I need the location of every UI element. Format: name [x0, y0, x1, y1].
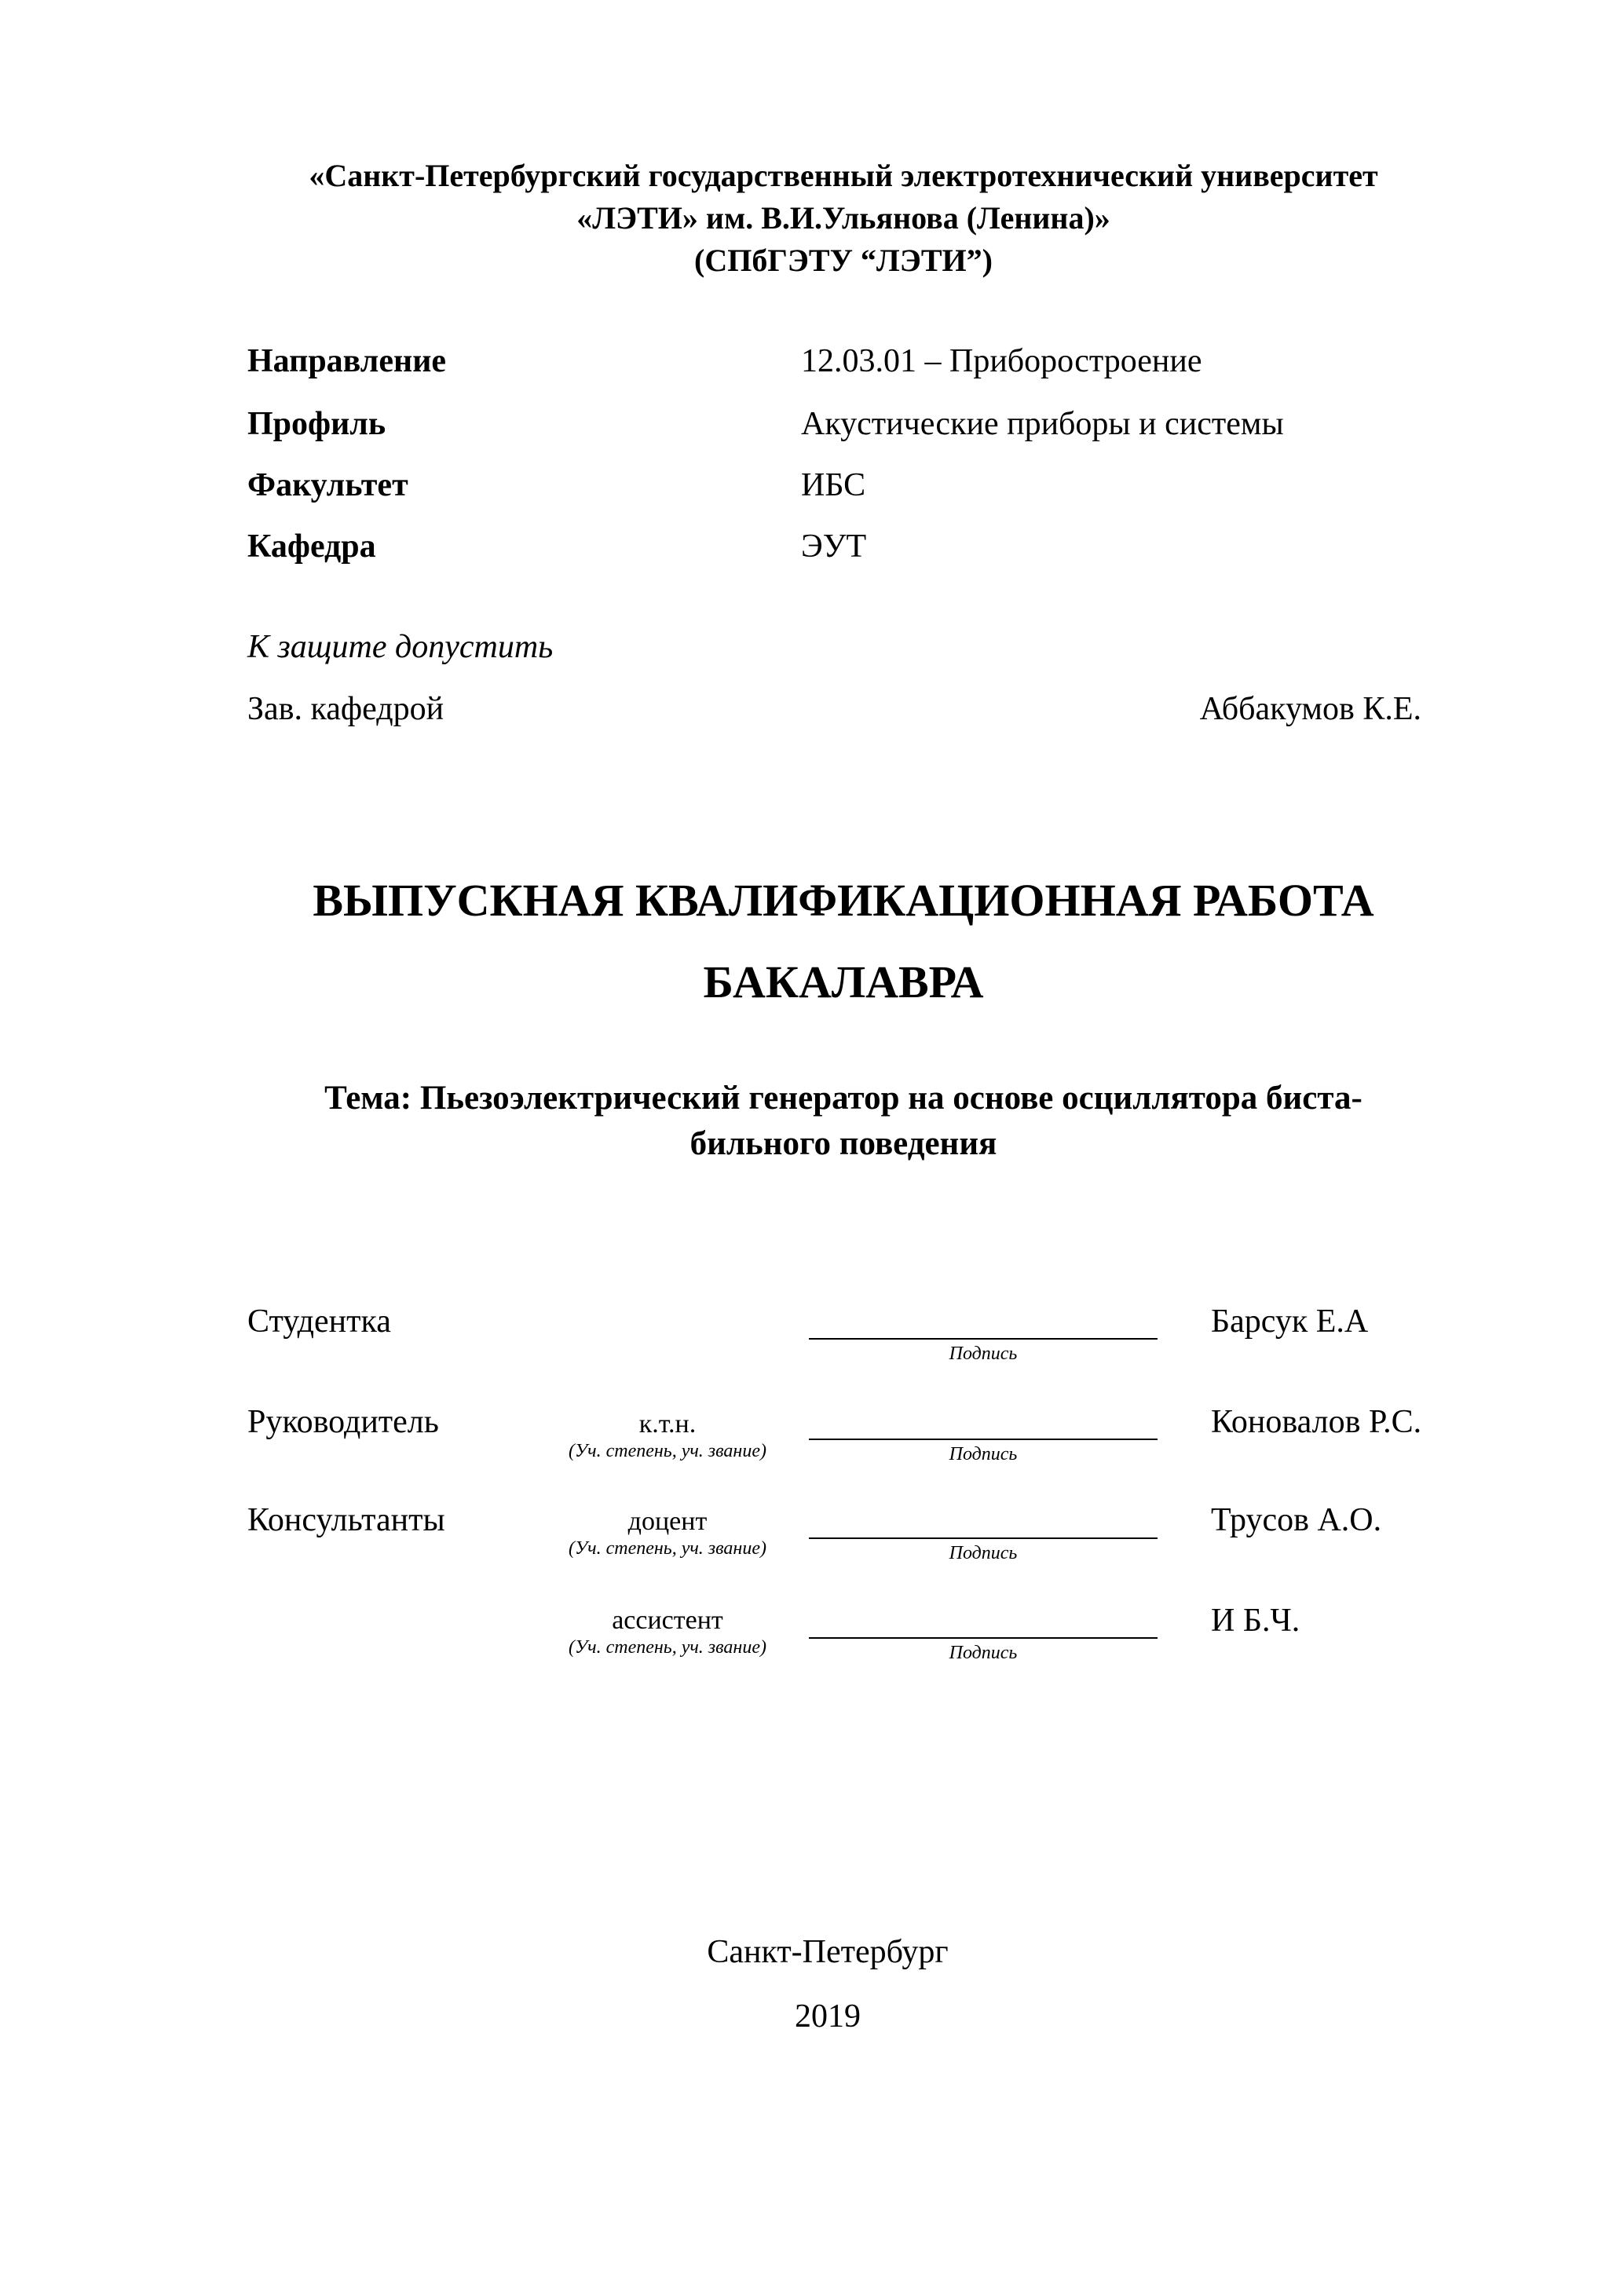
- supervisor-signature-line: [809, 1439, 1158, 1440]
- supervisor-degree: к.т.н.: [638, 1409, 697, 1439]
- direction-label: Направление: [247, 343, 447, 379]
- university-abbreviation: (СПбГЭТУ “ЛЭТИ”): [694, 243, 993, 278]
- consultant-1-signature-line: [809, 1537, 1158, 1539]
- consultant-1-degree: доцент: [627, 1507, 708, 1536]
- consultant-2-name: И Б.Ч.: [1211, 1603, 1300, 1639]
- faculty-label: Факультет: [247, 467, 408, 503]
- student-role: Студентка: [247, 1303, 391, 1340]
- supervisor-degree-caption: (Уч. степень, уч. звание): [569, 1441, 766, 1461]
- consultant-2-signature-line: [809, 1637, 1158, 1639]
- consultant-1-name: Трусов А.О.: [1211, 1502, 1382, 1538]
- consultant-2-degree: ассистент: [612, 1606, 723, 1635]
- student-name: Барсук Е.А: [1211, 1303, 1369, 1340]
- topic-line-1: Тема: Пьезоэлектрический генератор на основе осциллятора биста-: [324, 1080, 1362, 1117]
- student-signature-line: [809, 1338, 1158, 1340]
- department-value: ЭУТ: [801, 528, 867, 565]
- profile-value: Акустические приборы и системы: [801, 406, 1284, 442]
- topic-line-2: бильного поведения: [689, 1125, 997, 1162]
- consultant-1-signature-caption: Подпись: [949, 1543, 1018, 1563]
- supervisor-signature-caption: Подпись: [949, 1444, 1018, 1464]
- admit-to-defense: К защите допустить: [247, 629, 554, 665]
- city: Санкт-Петербург: [707, 1934, 949, 1970]
- supervisor-name: Коновалов Р.С.: [1211, 1404, 1422, 1440]
- year: 2019: [795, 1998, 861, 2035]
- work-title-line-2: БАКАЛАВРА: [703, 956, 984, 1007]
- consultant-1-degree-caption: (Уч. степень, уч. звание): [569, 1538, 766, 1559]
- supervisor-role: Руководитель: [247, 1404, 439, 1440]
- university-name-line-2: «ЛЭТИ» им. В.И.Ульянова (Ленина)»: [576, 200, 1110, 236]
- university-name-line-1: «Санкт-Петербургский государственный электротехнический университет: [309, 158, 1378, 193]
- student-signature-caption: Подпись: [949, 1344, 1018, 1364]
- direction-value: 12.03.01 – Приборостроение: [801, 343, 1202, 379]
- consultant-2-degree-caption: (Уч. степень, уч. звание): [569, 1637, 766, 1658]
- consultant-2-signature-caption: Подпись: [949, 1643, 1018, 1663]
- consultants-role: Консультанты: [247, 1502, 445, 1538]
- work-title-line-1: ВЫПУСКНАЯ КВАЛИФИКАЦИОННАЯ РАБОТА: [313, 875, 1374, 926]
- faculty-value: ИБС: [801, 467, 866, 503]
- head-of-department-name: Аббакумов К.Е.: [1199, 691, 1421, 727]
- head-of-department-label: Зав. кафедрой: [247, 691, 444, 727]
- department-label: Кафедра: [247, 528, 376, 565]
- profile-label: Профиль: [247, 406, 386, 442]
